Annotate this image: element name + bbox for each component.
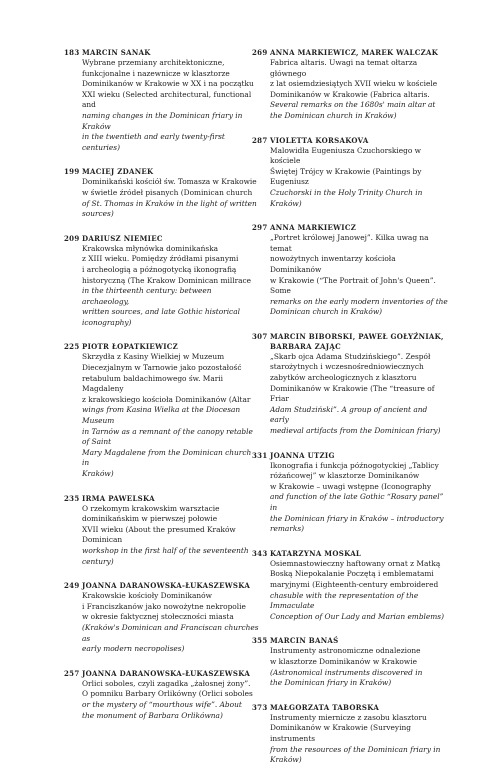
english-title-line: the monument of Barbara Orlikówna) xyxy=(82,710,223,720)
toc-entry-header xyxy=(252,136,448,146)
article-title xyxy=(252,146,448,210)
author-name: IRMA PAWELSKA xyxy=(82,493,155,503)
english-title-line: and function of the late Gothic “Rosary panel” in xyxy=(270,492,444,512)
english-title-line: remarks) xyxy=(270,524,305,534)
article-title xyxy=(64,352,260,479)
page-number: 373 xyxy=(252,702,268,712)
article-title xyxy=(64,591,260,655)
toc-entry xyxy=(64,234,260,329)
english-title-line: Czuchorski in the Holy Trinity Church in Kraków) xyxy=(270,187,423,208)
contents-column-right xyxy=(252,48,448,780)
english-title-line: (Astronomical instruments discovered in xyxy=(270,667,423,677)
title-line: w świetle źródeł pisanych (Dominican church xyxy=(82,187,253,197)
article-title xyxy=(252,461,448,535)
author-name: MARCIN BIBORSKI, PAWEŁ GOŁYŹNIAK, xyxy=(270,331,444,341)
toc-entry-header xyxy=(64,669,260,679)
page-number: 199 xyxy=(64,167,80,177)
title-line: z XIII wieku. Pomiędzy źródłami pisanymi xyxy=(82,254,239,264)
toc-entry xyxy=(64,581,260,655)
toc-entry xyxy=(252,223,448,318)
page-number: 225 xyxy=(64,342,80,352)
title-line: zabytków archeologicznych z klasztoru xyxy=(270,373,417,383)
title-line: dominikańskim w pierwszej połowie xyxy=(82,514,218,524)
toc-entry xyxy=(64,48,260,153)
title-line: O pomniku Barbary Orlikówny (Orlici soboles xyxy=(82,689,253,699)
toc-entry xyxy=(252,549,448,623)
english-title-line: medieval artifacts from the Dominican friary) xyxy=(270,426,441,436)
title-line: Dominikański kościół św. Tomasza w Krakowie xyxy=(82,177,257,187)
english-title-line: Kraków) xyxy=(82,469,114,478)
title-line: retabulum baldachimowego św. Marii Magdaleny xyxy=(82,373,224,394)
toc-entry-header xyxy=(64,234,260,244)
title-line: Świętej Trójcy w Krakowie (Paintings by Eugeniusz xyxy=(270,166,422,187)
page-number: 257 xyxy=(64,668,80,678)
page-number: 343 xyxy=(252,548,268,558)
page-number: 249 xyxy=(64,581,80,591)
page-number: 355 xyxy=(252,636,268,646)
toc-entry-header xyxy=(252,636,448,646)
title-line: O rzekomym krakowskim warsztacie xyxy=(82,503,220,513)
author-name: MACIEJ ZDANEK xyxy=(82,167,154,177)
author-name: PIOTR ŁOPATKIEWICZ xyxy=(82,342,179,352)
toc-entry xyxy=(64,167,260,219)
toc-entry xyxy=(64,342,260,479)
title-line: Dominikanów w Krakowie w XX i na początku xyxy=(82,79,254,89)
toc-entry-header xyxy=(252,451,448,461)
english-title-line: sources) xyxy=(82,209,114,219)
title-line: z krakowskiego kościoła Dominikanów (Altar xyxy=(82,394,251,404)
article-title xyxy=(252,352,448,437)
title-line: Instrumenty astronomiczne odnalezione xyxy=(270,646,421,656)
english-title-line: Adam Studziński”. A group of ancient and early xyxy=(270,404,428,425)
title-line: różańcowej” w klasztorze Dominikanów xyxy=(270,471,420,481)
english-title-line: written sources, and late Gothic historical xyxy=(82,307,240,317)
toc-entry xyxy=(252,136,448,210)
toc-entry-header xyxy=(64,48,260,58)
article-title xyxy=(64,504,260,568)
toc-entry-header xyxy=(252,703,448,713)
toc-entry-header xyxy=(64,494,260,504)
title-line: Krakowska młynówka dominikańska xyxy=(82,243,219,253)
article-title xyxy=(64,679,260,721)
article-title xyxy=(64,177,260,219)
author-name: DARIUSZ NIEMIEC xyxy=(82,233,163,243)
title-line: Dominikanów w Krakowie (Surveying instruments xyxy=(270,723,411,743)
english-title-line: of St. Thomas in Kraków in the light of written xyxy=(82,198,257,208)
author-name: JOANNA DARANOWSKA-ŁUKASZEWSKA xyxy=(82,668,251,678)
title-line: i Franciszkanów jako nowożytne nekropolie xyxy=(82,601,246,611)
title-line: Ikonografia i funkcja późnogotyckiej „Tablicy xyxy=(270,460,439,470)
toc-entry xyxy=(64,494,260,568)
title-line: XXI wieku (Selected architectural, functional and xyxy=(82,89,252,110)
page-number: 209 xyxy=(64,233,80,243)
title-line: w klasztorze Dominikanów w Krakowie xyxy=(270,656,417,666)
english-title-line: in the twentieth and early twenty-first centuries) xyxy=(82,132,225,152)
author-name: ANNA MARKIEWICZ xyxy=(270,223,357,233)
page-number: 287 xyxy=(252,135,268,145)
article-title xyxy=(252,233,448,318)
english-title-line: Conception of Our Lady and Marian emblems) xyxy=(270,611,444,621)
page-number: 331 xyxy=(252,450,268,460)
english-title-line: iconography) xyxy=(82,317,132,327)
toc-entry xyxy=(252,48,448,122)
title-line: Skrzydła z Kasiny Wielkiej w Muzeum xyxy=(82,352,225,362)
page-number: 307 xyxy=(252,331,268,341)
title-line: Dominikanów w Krakowie (Fabrica altaris. xyxy=(270,89,430,99)
title-line: Dominikanów w Krakowie (The “treasure of Friar xyxy=(270,383,435,404)
author-name: JOANNA DARANOWSKA-ŁUKASZEWSKA xyxy=(82,581,251,591)
toc-entry-header xyxy=(64,342,260,352)
english-title-line: early modern necropolises) xyxy=(82,644,185,654)
title-line: w okresie faktycznej stołeczności miasta xyxy=(82,612,234,622)
title-line: starożytnych i wczesnośredniowiecznych xyxy=(270,362,424,372)
author-name: JOANNA UTZIG xyxy=(270,450,335,460)
title-line: w Krakowie (“The Portrait of John's Queen”. Some xyxy=(270,275,436,296)
english-title-line: remarks on the early modern inventories of the xyxy=(270,296,448,306)
author-name: MARCIN SANAK xyxy=(82,48,151,57)
article-title xyxy=(64,58,260,153)
author-name: MARCIN BANAŚ xyxy=(270,636,339,646)
title-line: w Krakowie – uwagi wstępne (Iconography xyxy=(270,481,432,491)
english-title-line: the Dominican friary in Kraków) xyxy=(270,678,392,688)
page-number: 183 xyxy=(64,48,80,57)
title-line: Krakowskie kościoły Dominikanów xyxy=(82,591,212,601)
article-title xyxy=(252,646,448,688)
english-title-line: Kraków) xyxy=(270,755,302,765)
title-line: z lat osiemdziesiątych XVII wieku w kościele xyxy=(270,79,438,89)
toc-entry xyxy=(252,451,448,535)
article-title xyxy=(252,559,448,623)
title-line: funkcjonalne i nazewnicze w klasztorze xyxy=(82,68,230,78)
english-title-line: in the thirteenth century: between archaeology, xyxy=(82,286,212,306)
english-title-line: the Dominican friary in Kraków – introductory xyxy=(270,513,444,523)
toc-entry-header xyxy=(64,167,260,177)
title-line: Wybrane przemiany architektoniczne, xyxy=(82,58,225,67)
english-title-line: wings from Kasina Wielka at the Diocesan Museum xyxy=(82,405,241,426)
toc-entry xyxy=(64,669,260,721)
toc-entry xyxy=(252,703,448,766)
toc-entry-header-continued xyxy=(252,342,448,352)
author-name: MAŁGORZATA TABORSKA xyxy=(270,702,380,712)
english-title-line: from the resources of the Dominican friary in xyxy=(270,744,441,754)
author-name: KATARZYNA MOSKAL xyxy=(270,548,362,558)
page-number: 269 xyxy=(252,48,268,57)
english-title-line: (Kraków's Dominican and Franciscan churches as xyxy=(82,622,259,643)
toc-entry-header xyxy=(252,549,448,559)
title-line: Orlici soboles, czyli zagadka „żałosnej żony”. xyxy=(82,678,251,688)
toc-entry-header xyxy=(252,48,448,58)
english-title-line: Several remarks on the 1680s' main altar at xyxy=(270,100,436,110)
title-line: Fabrica altaris. Uwagi na temat ołtarza głównego xyxy=(270,58,418,78)
title-line: Osiemnastowieczny haftowany ornat z Matką xyxy=(270,558,441,568)
title-line: XVII wieku (About the presumed Kraków Dominican xyxy=(82,524,236,545)
english-title-line: in Tarnów as a remnant of the canopy retable of Saint xyxy=(82,426,253,447)
author-name: VIOLETTA KORSAKOVA xyxy=(270,135,369,145)
english-title-line: workshop in the first half of the seventeenth century) xyxy=(82,545,249,566)
toc-entry xyxy=(252,332,448,437)
english-title-line: chasuble with the representation of the Immaculate xyxy=(270,590,419,611)
english-title-line: naming changes in the Dominican friary in Kraków xyxy=(82,110,243,131)
title-line: nowożytnych inwentarzy kościoła Dominikanów xyxy=(270,254,396,274)
page-number: 235 xyxy=(64,493,80,503)
title-line: maryjnymi (Eighteenth-century embroidered xyxy=(270,579,439,589)
title-line: Diecezjalnym w Tarnowie jako pozostałość xyxy=(82,363,242,373)
title-line: Malowidła Eugeniusza Czuchorskiego w kościele xyxy=(270,145,421,166)
toc-entry-header xyxy=(252,332,448,342)
article-title xyxy=(252,58,448,122)
english-title-line: Dominican church in Kraków) xyxy=(270,307,383,317)
english-title-line: Mary Magdalene from the Dominican church in xyxy=(82,447,252,468)
page-number: 297 xyxy=(252,223,268,233)
english-title-line: the Dominican church in Kraków) xyxy=(270,110,397,120)
title-line: Instrumenty miernicze z zasobu klasztoru xyxy=(270,712,427,722)
toc-entry-header xyxy=(252,223,448,233)
toc-entry xyxy=(252,636,448,688)
article-title xyxy=(64,244,260,329)
contents-column-left xyxy=(64,48,260,735)
article-title xyxy=(252,713,448,766)
title-line: Boską Niepokalanie Poczętą i emblematami xyxy=(270,569,434,579)
author-name: BARBARA ZAJĄC xyxy=(270,341,341,351)
title-line: historyczną (The Krakow Dominican millrace xyxy=(82,275,252,285)
author-name: ANNA MARKIEWICZ, MAREK WALCZAK xyxy=(270,48,439,57)
english-title-line: or the mystery of “mourthous wife”. About xyxy=(82,699,242,709)
toc-entry-header xyxy=(64,581,260,591)
title-line: „Portret królowej Janowej”. Kilka uwag na temat xyxy=(270,233,429,253)
title-line: „Skarb ojca Adama Studzińskiego”. Zespół xyxy=(270,351,431,361)
title-line: i archeologią a późnogotycką ikonografią xyxy=(82,264,237,274)
